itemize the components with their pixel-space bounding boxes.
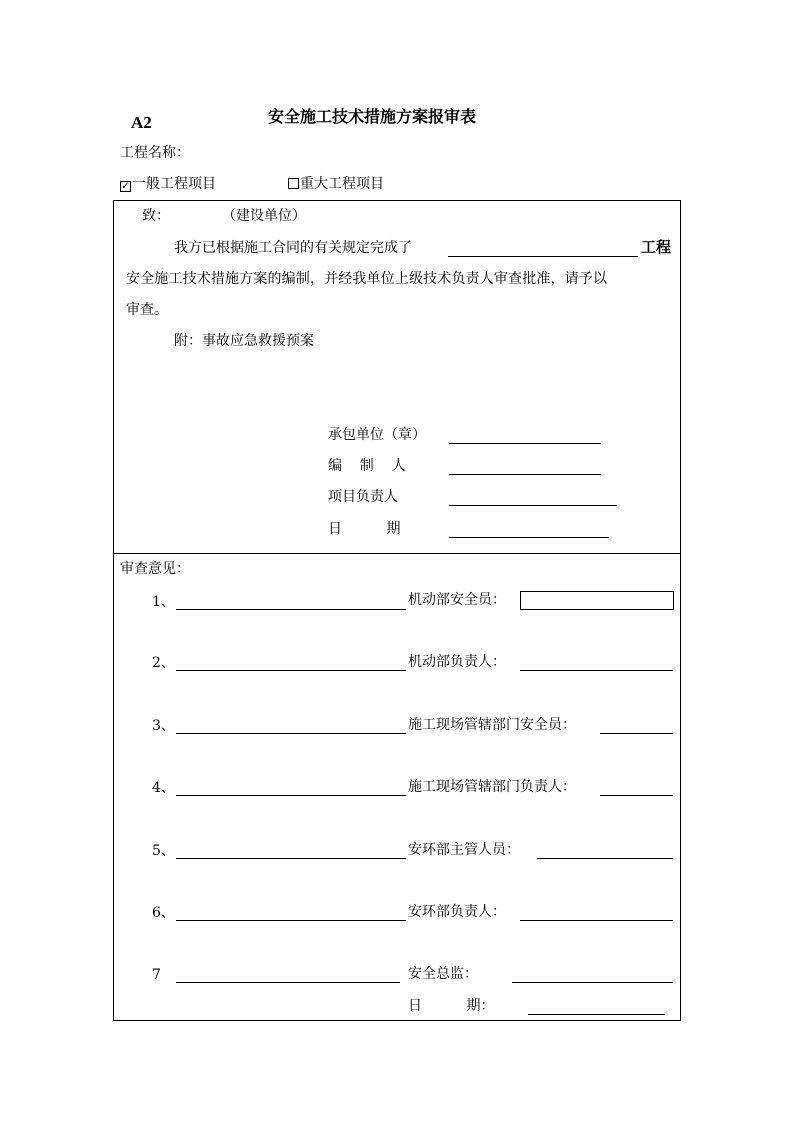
review-role-label: 安环部主管人员： <box>408 842 520 858</box>
page-title: 安全施工技术措施方案报审表 <box>268 107 477 126</box>
form-table <box>113 200 681 1021</box>
contractor-label: 承包单位（章） <box>328 427 426 443</box>
review-item-number: 1、 <box>152 594 175 610</box>
attachment-note: 附：事故应急救援预案 <box>174 333 314 349</box>
review-role-label: 施工现场管辖部门负责人： <box>408 779 576 795</box>
review-role-label: 机动部安全员： <box>408 592 506 608</box>
compiler-label: 编 制 人 <box>328 458 406 474</box>
review-role-label: 施工现场管辖部门安全员： <box>408 717 576 733</box>
review-date-label: 日 期： <box>408 998 495 1014</box>
review-opinion-line[interactable] <box>176 670 406 671</box>
review-signature-line[interactable] <box>520 670 673 671</box>
review-role-label: 机动部负责人： <box>408 654 506 670</box>
review-heading: 审查意见： <box>120 561 190 577</box>
section-divider <box>113 553 681 554</box>
body-line-1: 我方已根据施工合同的有关规定完成了 <box>174 240 412 256</box>
project-manager-label: 项目负责人 <box>328 489 398 505</box>
review-signature-line[interactable] <box>600 733 673 734</box>
review-signature-line[interactable] <box>600 795 673 796</box>
review-item-number: 5、 <box>152 843 175 859</box>
project-name-blank[interactable] <box>448 256 638 257</box>
project-manager-signature-line[interactable] <box>449 505 617 506</box>
review-item-number: 6、 <box>152 905 175 921</box>
general-project-checkbox[interactable]: ✓ <box>121 181 130 192</box>
major-project-option[interactable] <box>288 177 384 191</box>
review-role-label: 安全总监： <box>408 966 478 982</box>
recipient-hint: （建设单位） <box>222 208 306 224</box>
general-project-option[interactable] <box>120 177 216 192</box>
review-item-number: 7 <box>152 967 161 983</box>
review-role-label: 安环部负责人： <box>408 904 506 920</box>
review-item-number: 3、 <box>152 718 175 734</box>
review-opinion-line[interactable] <box>176 795 406 796</box>
review-signature-line[interactable] <box>512 982 673 983</box>
review-signature-line[interactable] <box>520 920 673 921</box>
body-line-3: 审查。 <box>126 302 168 318</box>
contractor-signature-line[interactable] <box>449 443 601 444</box>
general-project-label: 一般工程项目 <box>132 176 216 192</box>
review-opinion-line[interactable] <box>176 858 406 859</box>
compiler-signature-line[interactable] <box>449 474 601 475</box>
review-signature-box[interactable] <box>520 591 674 610</box>
review-opinion-line[interactable] <box>176 982 400 983</box>
review-item-number: 2、 <box>152 655 175 671</box>
body-line-1-suffix: 工程 <box>641 238 672 256</box>
project-name-label: 工程名称： <box>120 145 190 161</box>
submission-date-line[interactable] <box>449 537 609 538</box>
review-opinion-line[interactable] <box>176 920 406 921</box>
review-date-line[interactable] <box>528 1014 665 1015</box>
submission-date-label: 日 期 <box>328 521 401 537</box>
review-opinion-line[interactable] <box>176 609 406 610</box>
review-item-number: 4、 <box>152 780 175 796</box>
major-project-checkbox[interactable] <box>288 178 299 189</box>
review-signature-line[interactable] <box>537 858 673 859</box>
review-opinion-line[interactable] <box>176 733 406 734</box>
body-line-2: 安全施工技术措施方案的编制，并经我单位上级技术负责人审查批准，请予以 <box>126 271 608 287</box>
form-code: A2 <box>131 113 152 132</box>
to-label: 致： <box>142 208 170 224</box>
major-project-label: 重大工程项目 <box>300 176 384 192</box>
